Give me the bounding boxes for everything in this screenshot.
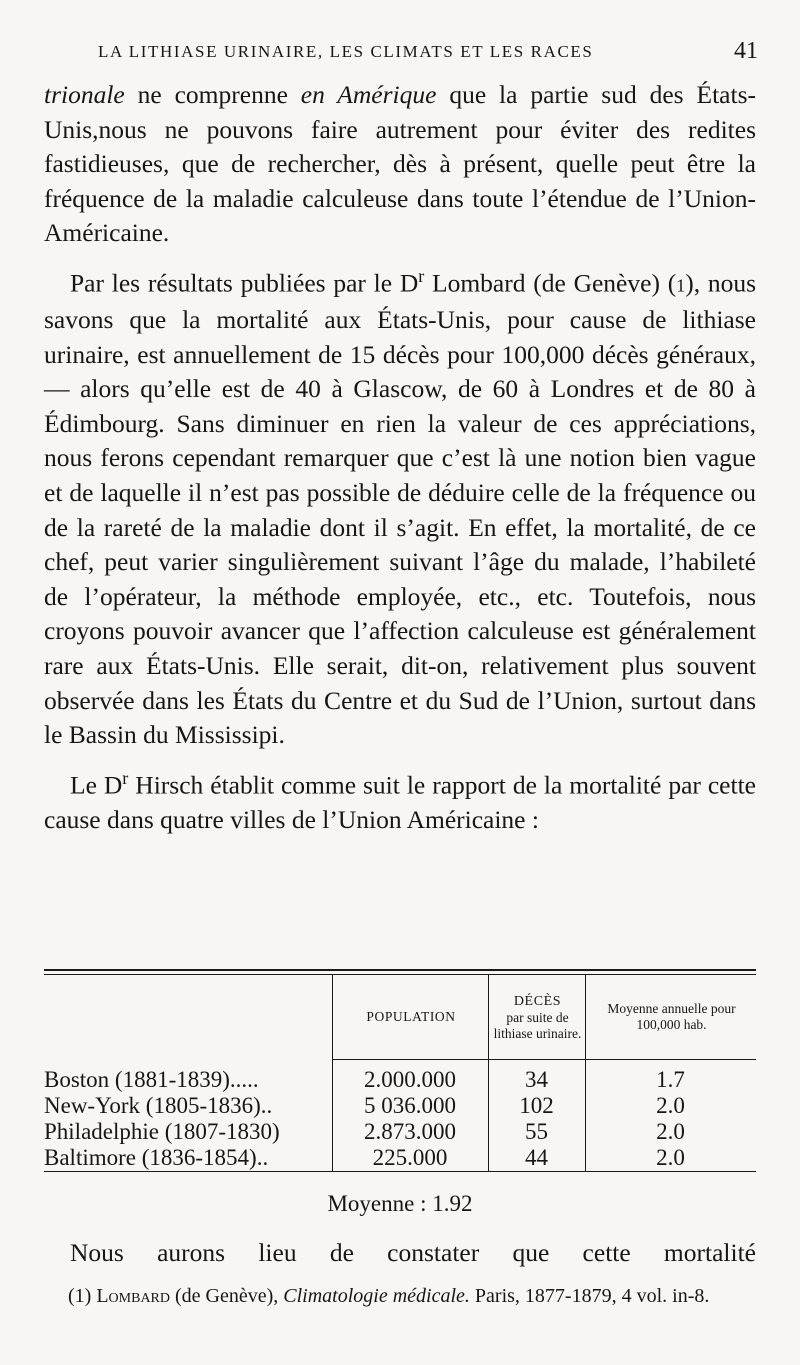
paragraph-1 (44, 78, 756, 251)
header-population: POPULATION (332, 975, 489, 1059)
footnote-author: Lombard (96, 1285, 170, 1307)
table-bottom-rule (44, 1171, 756, 1172)
cell-city: New-York (1805-1836).. (44, 1093, 273, 1118)
table-row (44, 1093, 756, 1119)
closing-line: Nous aurons lieu de constater que cette mortalité (70, 1238, 756, 1267)
running-title: LA LITHIASE URINAIRE, LES CLIMATS ET LES RACES (98, 42, 594, 61)
header-deces (488, 975, 586, 1059)
table-body (44, 1059, 756, 1171)
footnote-text-2: Paris, 1877-1879, 4 vol. in-8. (469, 1285, 710, 1307)
body-text (44, 78, 756, 837)
cell-deces: 102 (519, 1093, 554, 1118)
cell-moyenne: 2.0 (656, 1145, 685, 1170)
cell-moyenne: 2.0 (656, 1119, 685, 1144)
footnote-text-1: (de Genève), (170, 1285, 284, 1307)
page-number: 41 (734, 38, 758, 64)
paragraph-1-italic: en Amérique (300, 80, 437, 109)
paragraph-3-text-2: Hirsch établit comme suit le rapport de la mortalité par cette cause dans quatre villes de l’Union Américaine : (44, 770, 756, 834)
cell-deces: 55 (525, 1119, 548, 1144)
footnote-title: Climatologie médicale. (283, 1285, 470, 1307)
header-moyenne: Moyenne annuelle pour 100,000 hab. (585, 975, 757, 1059)
cell-population: 2.000.000 (364, 1067, 456, 1092)
cell-moyenne: 1.7 (656, 1067, 685, 1092)
paragraph-2-text-3: ), nous savons que la mortalité aux États-Unis, pour cause de lithiase urinaire, est annuellement de 15 décès pour 100,000 décès généraux, — alors qu’elle est de 40 à Glascow, de 60 à Londres et de 80 à Édimbourg. Sans diminuer en rien la valeur de ces appréciations, nous ferons cependant remarquer que c’est là une notion bien vague et de laquelle il n’est pas possible de déduire celle de la fréquence ou de la rareté de la maladie dont il s’agit. En effet, la mortalité, de ce chef, peut varier singulièrement suivant l’âge du malade, l’habileté de l’opérateur, la méthode employée, etc., etc. Toutefois, nous croyons pouvoir avancer que l’affection calculeuse est généralement rare aux États-Unis. Elle serait, dit-on, relativement plus souvent observée dans les États du Centre et du Sud de l’Union, surtout dans le Bassin du Mississipi. (44, 268, 757, 750)
paragraph-3-text-1: Le D (70, 770, 123, 800)
table-row (44, 1119, 756, 1145)
paragraph-1-text-1: ne comprenne (124, 80, 301, 109)
paragraph-3-sup: r (122, 767, 129, 788)
cell-population: 225.000 (372, 1145, 448, 1170)
table-row (44, 1145, 756, 1171)
paragraph-1-start: trionale (44, 80, 125, 109)
paragraph-2-text-2: Lombard (de Genève) ( (424, 268, 677, 298)
header-deces-sub: par suite de lithiase urinaire. (493, 1009, 582, 1041)
paragraph-2 (44, 259, 756, 753)
footnote-reference: 1 (676, 275, 686, 296)
footnote-marker: (1) (68, 1285, 92, 1307)
paragraph-2-sup: r (418, 265, 425, 286)
cell-city: Philadelphie (1807-1830) (44, 1119, 280, 1144)
cell-population: 2.873.000 (364, 1119, 456, 1144)
cell-deces: 34 (525, 1067, 548, 1092)
cell-moyenne: 2.0 (656, 1093, 685, 1118)
cell-deces: 44 (525, 1145, 548, 1170)
paragraph-2-text-1: Par les résultats publiées par le D (70, 268, 419, 298)
page-header (98, 38, 758, 68)
paragraph-3 (44, 761, 756, 838)
table-header (44, 975, 756, 1059)
cell-city: Baltimore (1836-1854).. (44, 1145, 269, 1170)
average-line: Moyenne : 1.92 (327, 1191, 473, 1216)
cell-population: 5 036.000 (364, 1093, 456, 1118)
paragraph-1-text-2: que la partie sud des États-Unis,nous ne pouvons faire autrement pour éviter des redites fastidieuses, que de rechercher, dès à présent, quelle peut être la fréquence de la maladie calculeuse dans toute l’étendue de l’Union-Américaine. (44, 80, 756, 248)
footnote (44, 1283, 756, 1309)
header-deces-main: DÉCÈS (513, 993, 562, 1009)
mortality-table (44, 969, 756, 1172)
cell-city: Boston (1881-1839)..... (44, 1067, 259, 1092)
table-row (44, 1067, 756, 1093)
